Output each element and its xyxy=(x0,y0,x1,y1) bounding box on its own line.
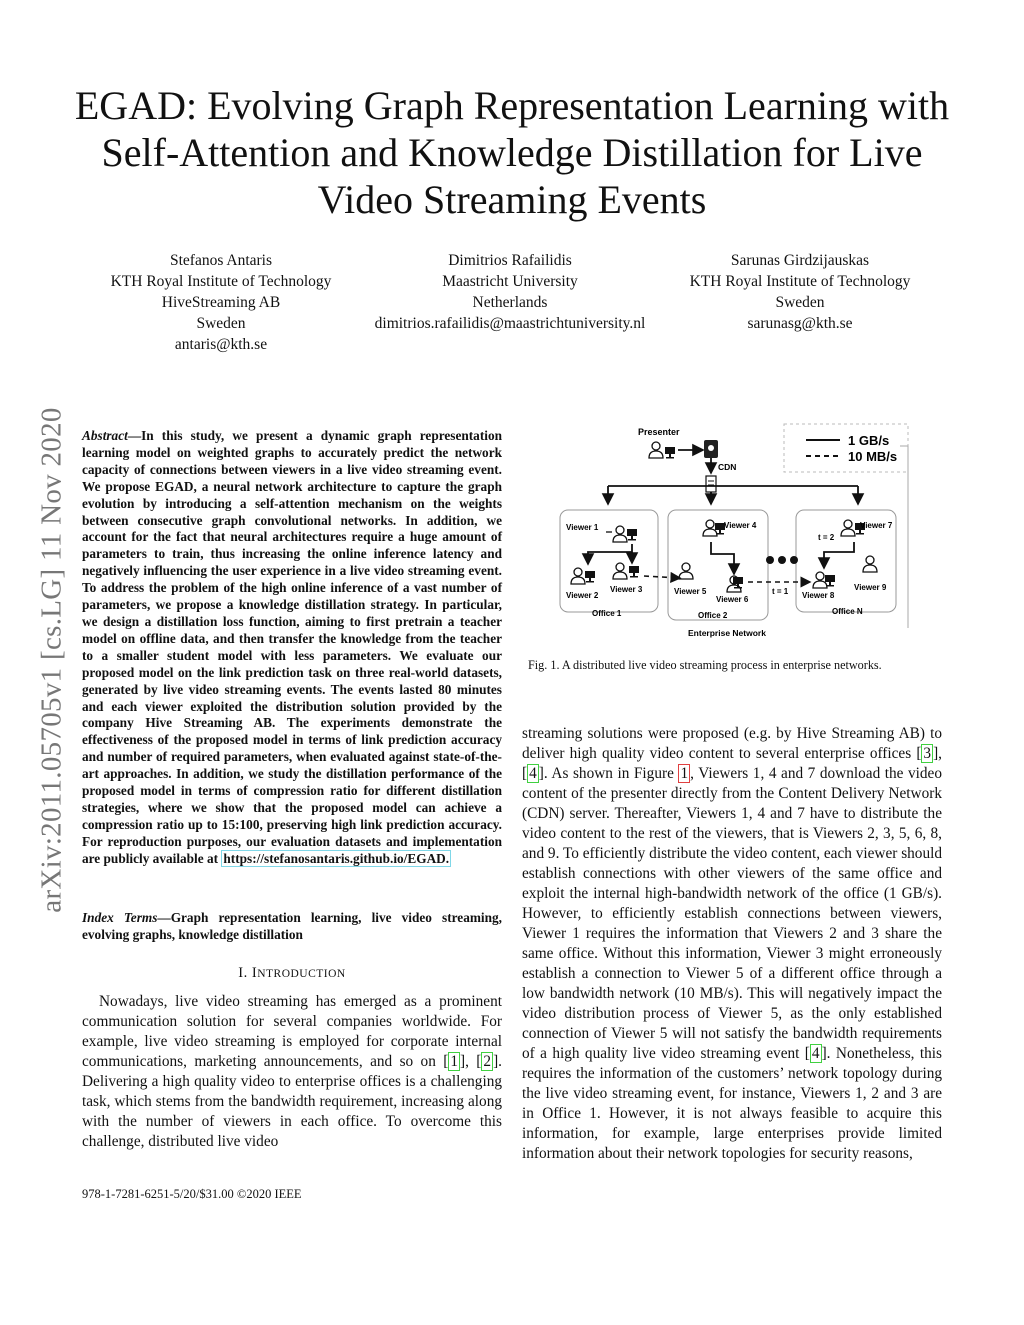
citation-link[interactable]: 4 xyxy=(811,1045,820,1062)
abstract-label: Abstract xyxy=(82,428,128,443)
office-label: Office 1 xyxy=(592,609,622,618)
viewer-label: Viewer 7 xyxy=(860,521,893,530)
viewer-label: Viewer 3 xyxy=(610,585,643,594)
citation-link[interactable]: 4 xyxy=(529,765,537,782)
section-first-letter: I xyxy=(251,965,258,981)
office-label: Office 2 xyxy=(698,611,728,620)
legend-box xyxy=(784,424,908,472)
abstract-dash: — xyxy=(127,428,142,443)
body-text: . Nonetheless, this requires the information of the customers’ network topology during the live video streaming event, for instance, Viewers 1, 2 and 3 are in Office 1. However, it is not always feasible to acquire this information, for example, large enterprises provide limited information about their network topologies for security reasons, xyxy=(522,1045,942,1162)
body-text: , Viewers 1, 4 and 7 download the video content of the presenter directly from the Content Delivery Network (CDN) server. Thereafter, Viewers 1, 4 and 7 have to distribute the video content to the rest of the viewers, that is Viewers 2, 3, 5, 6, 8, and 9. To efficiently distribute the video content, each viewer should establish connections with other viewers of the same office and exploit the internal high-bandwidth network of the office (1 GB/s). However, to efficiently establish connections between viewers, Viewer 1 requires the information that Viewers 2 and 3 share the same office. Without this information, Viewer 3 might erroneously establish a connection to Viewer 5 of a different office through a low bandwidth network (10 MB/s). This will negatively impact the video distribution process of Viewer 5, as the only established connection of Viewer 5 will not satisfy the bandwidth requirements of a high quality live video streaming event xyxy=(522,765,942,1062)
figure-1 xyxy=(548,418,918,648)
ellipsis-dot xyxy=(778,556,786,564)
author-affiliation: KTH Royal Institute of Technology xyxy=(110,273,332,290)
figure-caption: Fig. 1. A distributed live video streaming process in enterprise networks. xyxy=(528,658,882,672)
presenter-monitor-icon xyxy=(665,447,675,459)
intro-paragraph: Nowadays, live video streaming has emerged as a prominent communication solution for several companies worldwide. For example, live video streaming is employed for corporate internal communications, marketing announcements, and so on [ 1 ], [ 2 ]. Delivering a high quality video to enterprise offices is a challenging task, which stems from the bandwidth requirement, increasing along with the number of viewers in each office. To overcome this challenge, distributed live video xyxy=(82,993,502,1150)
time-label: t = 2 xyxy=(818,533,835,542)
abstract-text: In this study, we present a dynamic graph representation learning model on weighted graphs to accurately predict the network capacity of connections between viewers in a live video streaming event. We propose EGAD, a neural network architecture to capture the graph evolution by introducing a self-attention mechanism on the weights between consecutive graph convolutional networks. In addition, we account for the fact that neural architectures require a huge amount of parameters to train, thus increasing the online inference latency and negatively influencing the user experience in a live video streaming event. To address the problem of the high online inference of a vast number of parameters, we propose a knowledge distillation strategy. In particular, we design a distillation loss function, aiming to first pretrain a teacher model on offline data, and then transfer the knowledge from the teacher to a smaller student model with less parameters. We evaluate our proposed model on the link prediction task on three real-world datasets, generated by live video streaming events. The events lasted 80 minutes and each viewer exploited the distribution solution provided by the company Hive Streaming AB. The experiments demonstrate the effectiveness of the proposed model in terms of link prediction accuracy and number of required parameters, when evaluated against state-of-the-art approaches. In addition, we study the distillation performance of the proposed model in terms of compression ratio for different distillation strategies, where we show that the proposed model can achieve a compression ratio up to 15:100, preserving high link prediction accuracy. For reproduction purposes, our evaluation datasets and implementation are publicly available at xyxy=(82,428,502,866)
body-text: streaming solutions were proposed (e.g. by Hive Streaming AB) to deliver high quality video content to several enterprise offices xyxy=(522,725,942,762)
author-name: Dimitrios Rafailidis xyxy=(448,252,572,269)
legend-label: 1 GB/s xyxy=(848,433,890,448)
author-country: Sweden xyxy=(196,315,246,332)
author-name: Stefanos Antaris xyxy=(169,252,273,269)
section-number: I. xyxy=(238,965,248,981)
author-affiliation: HiveStreaming AB xyxy=(161,294,281,311)
viewer-label: Viewer 6 xyxy=(716,595,749,604)
viewer-label: Viewer 2 xyxy=(566,591,599,600)
network-diagram xyxy=(548,418,918,648)
viewer-label: Viewer 8 xyxy=(802,591,835,600)
author-email: dimitrios.rafailidis@maastrichtuniversity.nl xyxy=(374,315,646,332)
figure-reference-link[interactable]: 1 xyxy=(680,765,689,782)
arxiv-identifier: arXiv:2011.05705v1 [cs.LG] 11 Nov 2020 xyxy=(35,407,68,913)
network-label: Enterprise Network xyxy=(688,628,766,638)
presenter-label: Presenter xyxy=(638,427,680,437)
author-3 xyxy=(672,250,928,334)
author-email: sarunasg@kth.se xyxy=(747,315,853,332)
intro-text: . Delivering a high quality video to enterprise offices is a challenging task, which stems from the bandwidth requirement, increasing along with the number of viewers in each office. To overcome this challenge, distributed live video xyxy=(82,1053,502,1150)
author-name: Sarunas Girdzijauskas xyxy=(730,252,870,269)
ellipsis-dot xyxy=(790,556,798,564)
author-email: antaris@kth.se xyxy=(174,336,268,353)
index-terms-label: Index Terms xyxy=(82,910,158,925)
paper-title: EGAD: Evolving Graph Representation Learning with Self-Attention and Knowledge Distillation for Live Video Streaming Events xyxy=(74,83,950,222)
cdn-server-icon xyxy=(706,476,716,492)
section-heading xyxy=(82,965,502,982)
viewer-label: Viewer 1 xyxy=(566,523,599,532)
intro-text: Nowadays, live video streaming has emerged as a prominent communication solution for several companies worldwide. For example, live video streaming is employed for corporate internal communications, marketing announcements, and so on xyxy=(82,993,502,1070)
author-affiliation: KTH Royal Institute of Technology xyxy=(689,273,911,290)
ellipsis-dot xyxy=(766,556,774,564)
index-terms-text: Graph representation learning, live video streaming, evolving graphs, knowledge distillation xyxy=(82,910,502,942)
viewer-label: Viewer 4 xyxy=(724,521,757,530)
copyright-notice: 978-1-7281-6251-5/20/$31.00 ©2020 IEEE xyxy=(82,1187,302,1201)
author-1 xyxy=(96,250,346,355)
citation-link[interactable]: 2 xyxy=(483,1053,492,1070)
viewer-label: Viewer 9 xyxy=(854,583,887,592)
author-affiliation: Maastricht University xyxy=(442,273,578,290)
body-text: . As shown in Figure xyxy=(543,765,674,782)
presenter-icon xyxy=(649,442,663,458)
author-country: Netherlands xyxy=(472,294,548,311)
time-label: t = 1 xyxy=(772,587,789,596)
index-terms-dash: — xyxy=(157,910,171,925)
dataset-link[interactable]: https://stefanosantaris.github.io/EGAD. xyxy=(223,850,450,866)
cdn-label: CDN xyxy=(718,462,737,472)
office-label: Office N xyxy=(832,607,863,616)
section-title-rest: NTRODUCTION xyxy=(257,968,346,980)
right-column-text: streaming solutions were proposed (e.g. by Hive Streaming AB) to deliver high quality video content to several enterprise offices [ 3 ], [ 4 ]. As shown in Figure 1 , Viewers 1, 4 and 7 download the video content of the presenter directly from the Content Delivery Network (CDN) server. Thereafter, Viewers 1, 4 and 7 have to distribute the video content to the rest of the viewers, that is Viewers 2, 3, 5, 6, 8, and 9. To efficiently distribute the video content, each viewer should establish connections with other viewers of the same office and exploit the internal high-bandwidth network of the office (1 GB/s). However, to efficiently establish connections between viewers, Viewer 1 requires the information that Viewers 2 and 3 share the same office. Without this information, Viewer 3 might erroneously establish a connection to Viewer 5 of a different office through a low bandwidth network (10 MB/s). This will negatively impact the video distribution process of Viewer 5, as the only established connection of Viewer 5 will not satisfy the bandwidth requirements of a high quality live video streaming event [ 4 ]. Nonetheless, this requires the information of the customers’ network topology during the live video streaming event, for instance, Viewers 1, 2 and 3 are in Office 1. However, it is not always feasible to acquire this information, for example, large enterprises provide limited information about their network topologies for security reasons, xyxy=(522,725,942,1162)
citation-link[interactable]: 3 xyxy=(923,745,932,762)
legend-label: 10 MB/s xyxy=(848,449,898,464)
citation-link[interactable]: 1 xyxy=(450,1053,458,1070)
author-country: Sweden xyxy=(775,294,825,311)
abstract xyxy=(82,428,502,868)
viewer-label: Viewer 5 xyxy=(674,587,707,596)
index-terms xyxy=(82,910,502,944)
author-2 xyxy=(360,250,660,334)
